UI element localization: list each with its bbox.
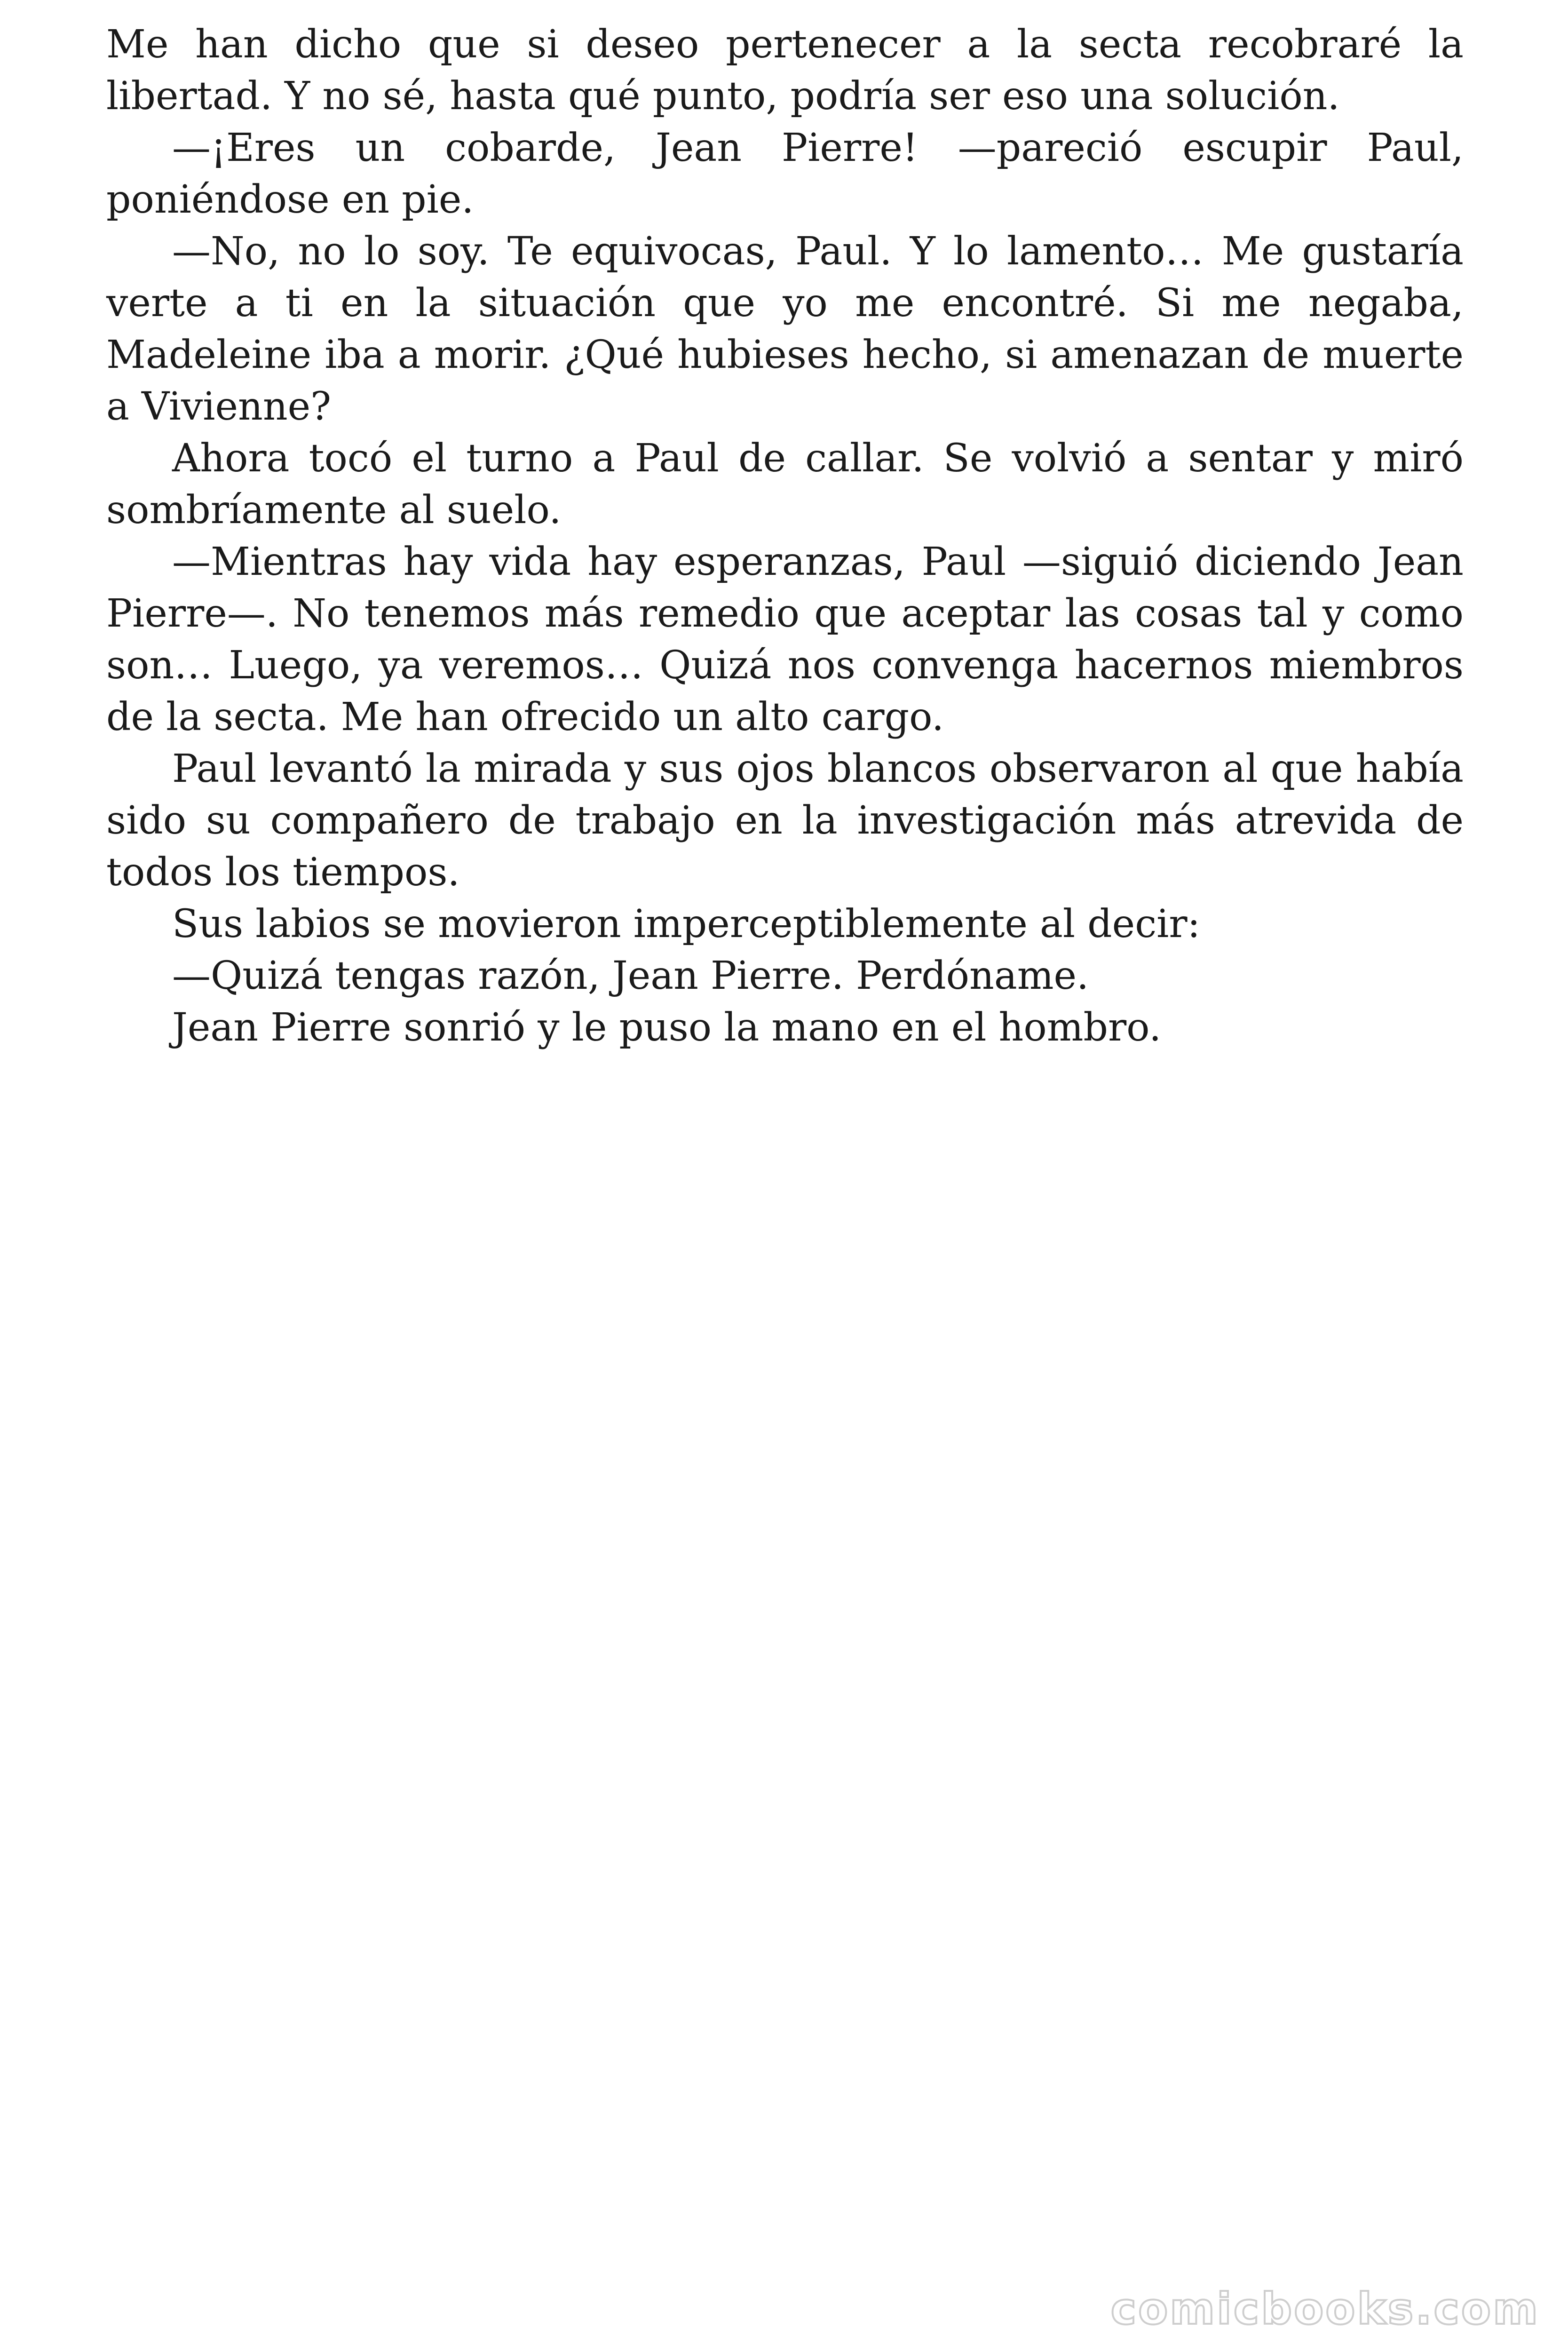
paragraph: —No, no lo soy. Te equivocas, Paul. Y lo lamento… Me gustaría verte a ti en la situación que yo me encontré. Si me negaba, Madeleine iba a morir. ¿Qué hubieses hecho, si amenazan de muerte a Vivienne? <box>106 229 1464 429</box>
page-body-text <box>106 19 1464 1054</box>
paragraph: —Quizá tengas razón, Jean Pierre. Perdóname. <box>172 954 1089 998</box>
paragraph: Ahora tocó el turno a Paul de callar. Se volvió a sentar y miró sombríamente al suelo. <box>106 436 1464 532</box>
paragraph: —Mientras hay vida hay esperanzas, Paul —siguió diciendo Jean Pierre—. No tenemos más remedio que aceptar las cosas tal y como son… Luego, ya veremos… Quizá nos convenga hacernos miembros de la secta. Me han ofrecido un alto cargo. <box>106 540 1464 739</box>
paragraph: Paul levantó la mirada y sus ojos blancos observaron al que había sido su compañero de trabajo en la investigación más atrevida de todos los tiempos. <box>106 747 1464 895</box>
paragraph: Jean Pierre sonrió y le puso la mano en el hombro. <box>172 1005 1162 1050</box>
paragraph: —¡Eres un cobarde, Jean Pierre! —pareció escupir Paul, poniéndose en pie. <box>106 126 1464 222</box>
watermark: comicbooks.com <box>1110 2284 1540 2334</box>
paragraph: Sus labios se movieron imperceptiblemente al decir: <box>172 902 1201 946</box>
paragraph: Me han dicho que si deseo pertenecer a la secta recobraré la libertad. Y no sé, hasta qué punto, podría ser eso una solución. <box>106 22 1464 119</box>
